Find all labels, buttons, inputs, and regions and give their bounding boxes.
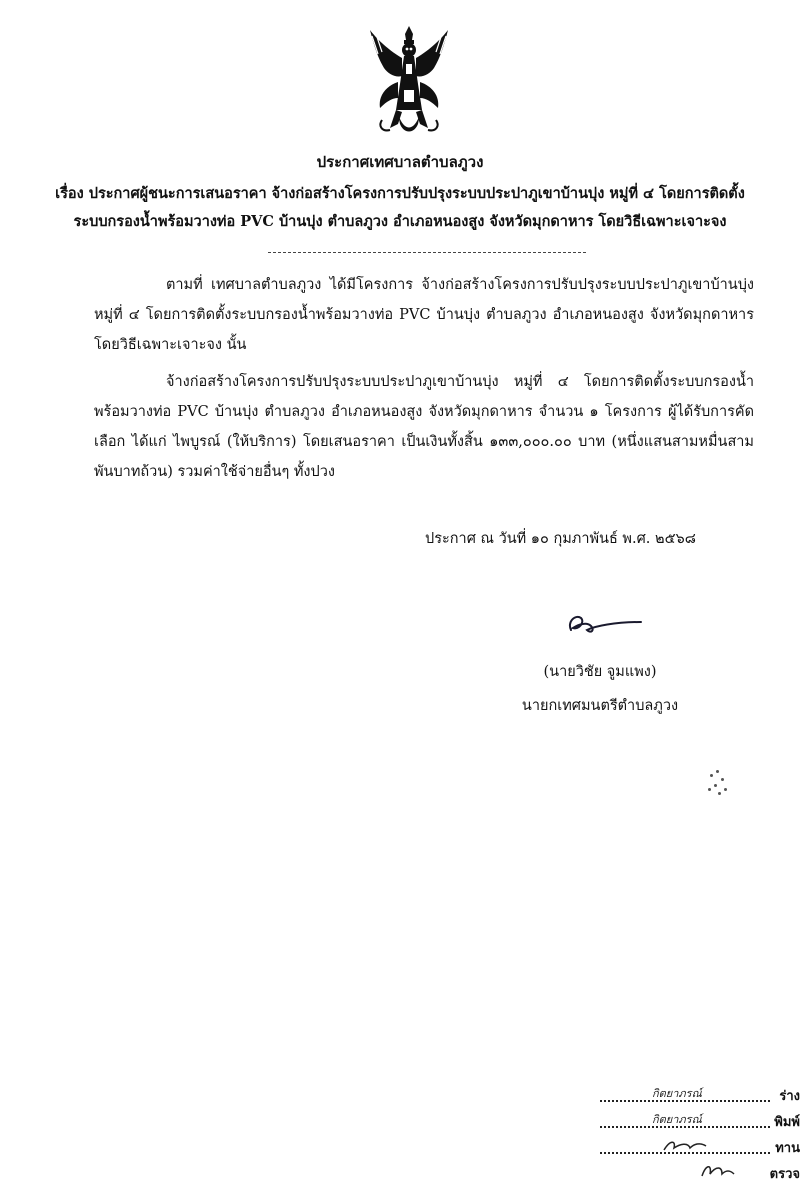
approval-row: [600, 1134, 800, 1160]
body-paragraph-1: ตามที่ เทศบาลตำบลภูวง ได้มีโครงการ จ้างก่อสร้างโครงการปรับปรุงระบบประปาภูเขาบ้านบุ่ง หมู่ที่ ๔ โดยการติดตั้งระบบกรองน้ำพร้อมวางท่อ PVC บ้านบุ่ง ตำบลภูวง อำเภอหนองสูง จังหวัดมุกดาหาร โดยวิธีเฉพาะเจาะจง นั้น: [94, 277, 754, 353]
approval-label: ร่าง: [779, 1089, 800, 1104]
approval-row: [600, 1160, 800, 1186]
approval-row: [600, 1082, 800, 1108]
subject-line-1: เรื่อง ประกาศผู้ชนะการเสนอราคา จ้างก่อสร้างโครงการปรับปรุงระบบประปาภูเขาบ้านบุ่ง หมู่ที่ ๔ โดยการติดตั้ง: [55, 185, 745, 202]
approval-row: [600, 1108, 800, 1134]
approval-initial: กิตยาภรณ์: [652, 1087, 702, 1100]
approval-block: [600, 1082, 800, 1186]
announcement-date: ประกาศ ณ วันที่ ๑๐ กุมภาพันธ์ พ.ศ. ๒๕๖๘: [425, 531, 696, 547]
body-paragraph-2: จ้างก่อสร้างโครงการปรับปรุงระบบประปาภูเขาบ้านบุ่ง หมู่ที่ ๔ โดยการติดตั้งระบบกรองน้ำพร้อมวางท่อ PVC บ้านบุ่ง ตำบลภูวง อำเภอหนองสูง จังหวัดมุกดาหาร จำนวน ๑ โครงการ ผู้ได้รับการคัดเลือก ได้แก่ ไพบูรณ์ (ให้บริการ) โดยเสนอราคา เป็นเงินทั้งสิ้น ๑๓๓,๐๐๐.๐๐ บาท (หนึ่งแสนสามหมื่นสามพันบาทถ้วน) รวมค่าใช้จ่ายอื่นๆ ทั้งปวง: [94, 374, 754, 480]
scan-artifact: [706, 768, 732, 796]
approval-label: ทาน: [775, 1141, 800, 1156]
approval-initial: กิตยาภรณ์: [652, 1113, 702, 1126]
approval-label: พิมพ์: [774, 1115, 800, 1130]
garuda-emblem-icon: [368, 24, 450, 136]
organization-heading: ประกาศเทศบาลตำบลภูวง: [316, 153, 484, 171]
signer-name: (นายวิชัย จูมแพง): [543, 664, 657, 680]
heading-divider: [268, 252, 586, 253]
initial-scribble: [660, 1136, 710, 1156]
signer-title: นายกเทศมนตรีตำบลภูวง: [521, 698, 679, 714]
subject-line-2: ระบบกรองน้ำพร้อมวางท่อ PVC บ้านบุ่ง ตำบลภูวง อำเภอหนองสูง จังหวัดมุกดาหาร โดยวิธีเฉพาะเจาะจง: [73, 213, 727, 230]
handwritten-signature: [565, 608, 645, 638]
initial-scribble: [698, 1160, 738, 1184]
subject-heading: [0, 180, 800, 236]
approval-label: ตรวจ: [769, 1167, 800, 1182]
